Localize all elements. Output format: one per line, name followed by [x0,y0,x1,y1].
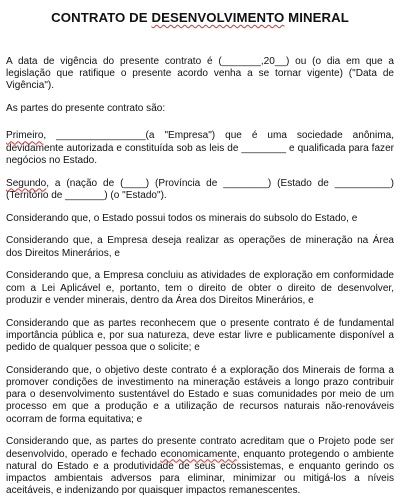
whereas-6-marked-word: economicamente [160,448,237,460]
party-two-text: , a (nação de (____) (Província de ________) (Estado de __________) (Território de _______) (o "Estado"). [6,177,394,201]
whereas-paragraph-1: Considerando que, o Estado possui todos os minerais do subsolo do Estado, e [6,212,358,224]
whereas-paragraph-6 [6,436,394,497]
title-part-1: CONTRATO DE [51,10,152,25]
party-one-label: Primeiro [6,130,44,142]
whereas-paragraph-5: Considerando que, o objetivo deste contrato é a exploração dos Minerais de forma a promover condições de investimento na mineração estáveis a longo prazo contribuir para o desenvolvimento sustentável do Estado e suas comunidades por meio de um processo em que a produção e a utilização de recursos naturais não-renováveis ocorram de forma equitativa; e [6,364,394,425]
party-one-text: , ________________(a "Empresa") que é uma sociedade anônima, devidamente autorizada e constituída sob as leis de ________ e qualificada para fazer negócios no Estado. [6,130,394,166]
effective-date-paragraph: A data de vigência do presente contrato é (_______,20__) ou (o dia em que a legislação que ratifique o presente acordo venha a se tornar vigente) ("Data de Vigência"). [6,56,394,92]
party-two-paragraph [6,178,394,202]
whereas-6-text-b: , enquanto protegendo o ambiente natural do Estado e a produtividade de seus ecossistemas, e enquanto gerindo os impactos ambientais adversos para eliminar, minimizar ou mitigá-los a níveis aceitáveis, e indenizando por quaisquer impactos remanescentes. [6,448,394,497]
whereas-6-text-a: Considerando que, as partes do presente contrato acreditam que o Projeto pode ser desenvolvido, operado e fechado [6,436,394,460]
whereas-paragraph-4: Considerando que as partes reconhecem que o presente contrato é de fundamental importância pública e, por sua natureza, deve estar livre e publicamente disponível a pedido de qualquer pessoa que o solicite; e [6,317,394,354]
whereas-paragraph-3: Considerando que, a Empresa concluiu as atividades de exploração em conformidade com a Lei Aplicável e, portanto, tem o direito de obter o direito de desenvolver, produzir e vender minerais, dentro da Área dos Direitos Minerários, e [6,270,394,306]
document-title [6,9,394,26]
title-part-3: MINERAL [284,10,349,25]
whereas-paragraph-2: Considerando que, a Empresa deseja realizar as operações de mineração na Área dos Direitos Minerários, e [6,235,394,259]
parties-intro-paragraph: As partes do presente contrato são: [6,103,166,115]
document-body [6,56,394,497]
party-one-paragraph [6,130,394,167]
title-part-2: DESENVOLVIMENTO [151,10,285,25]
party-two-label: Segundo [6,177,47,189]
